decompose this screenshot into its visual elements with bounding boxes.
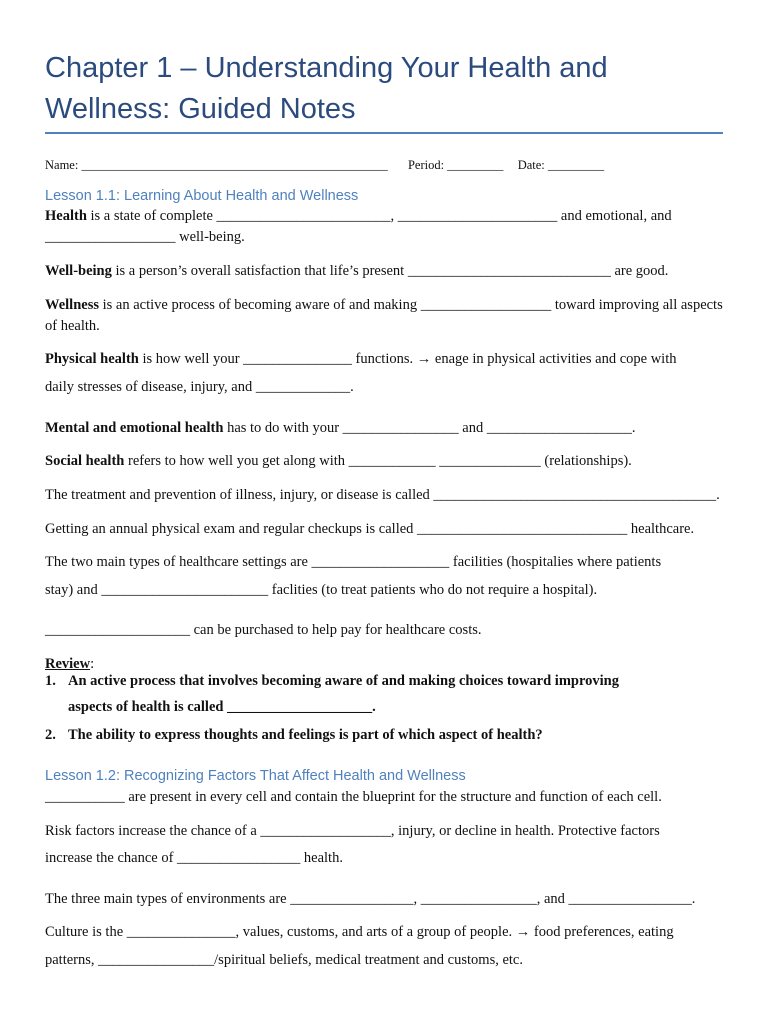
environments-statement: The three main types of environments are _________________, ________________, and _________________. (45, 891, 696, 907)
treatment-statement: The treatment and prevention of illness, injury, or disease is called _______________________________________. (45, 487, 720, 503)
review-label: Review (45, 656, 91, 672)
culture-statement: Culture is the _______________, values, customs, and arts of a group of people. → food preferences, eating (45, 924, 674, 940)
review-item-number: 2. (45, 727, 56, 743)
review-heading (45, 654, 735, 675)
social-health-definition (45, 451, 735, 472)
wellbeing-text: is a person’s overall satisfaction that life’s present ____________________________ are good. (111, 263, 669, 279)
wellbeing-term: Well-being (45, 263, 112, 279)
physical-health-term: Physical health (45, 351, 139, 367)
period-field[interactable]: Period: _________ (407, 158, 504, 172)
name-field[interactable]: Name: _________________________________________________ (45, 158, 388, 172)
wellness-term: Wellness (45, 297, 99, 313)
header-fields (45, 155, 735, 176)
culture-statement-continued: patterns, ________________/spiritual beliefs, medical treatment and customs, etc. (45, 952, 523, 968)
page-title: Chapter 1 – Understanding Your Health and Wellness: Guided Notes (45, 52, 608, 125)
risk-factors-statement: Risk factors increase the chance of a __________________, injury, or decline in health. Protective factors (45, 823, 660, 839)
physical-health-definition (45, 349, 735, 370)
review-colon: : (90, 656, 95, 672)
mental-health-definition (45, 418, 735, 439)
insurance-statement: ____________________ can be purchased to help pay for healthcare costs. (45, 622, 482, 638)
review-item-text: An active process that involves becoming aware of and making choices toward improving (68, 673, 619, 689)
health-text: is a state of complete ________________________, ______________________ and emotional, and __________________ well-being. (45, 208, 672, 245)
title-divider (45, 132, 723, 134)
health-term: Health (45, 208, 87, 224)
wellness-text: is an active process of becoming aware of and making __________________ toward improving all aspects of health. (45, 297, 723, 334)
genes-statement: ___________ are present in every cell and contain the blueprint for the structure and function of each cell. (45, 789, 662, 805)
physical-health-continued: daily stresses of disease, injury, and _____________. (45, 379, 354, 395)
date-field[interactable]: Date: _________ (517, 158, 605, 172)
physical-health-text: is how well your _______________ functions. → enage in physical activities and cope with (138, 351, 677, 367)
review-item-text-continued: aspects of health is called ____________________. (68, 699, 376, 715)
risk-factors-continued: increase the chance of _________________ health. (45, 850, 343, 866)
lesson-1-1-heading: Lesson 1.1: Learning About Health and Wellness (45, 188, 359, 204)
lesson-1-2-heading: Lesson 1.2: Recognizing Factors That Affect Health and Wellness (45, 768, 466, 784)
review-item-number: 1. (45, 673, 56, 689)
social-health-text: refers to how well you get along with ____________ ______________ (relationships). (124, 453, 632, 469)
wellbeing-definition (45, 261, 735, 282)
settings-statement: The two main types of healthcare settings are ___________________ facilities (hospitalies where patients (45, 554, 662, 570)
settings-statement-continued: stay) and _______________________ faclities (to treat patients who do not require a hospital). (45, 582, 598, 598)
checkup-statement: Getting an annual physical exam and regular checkups is called _____________________________ healthcare. (45, 521, 695, 537)
review-item-text: The ability to express thoughts and feelings is part of which aspect of health? (68, 727, 543, 743)
health-definition (45, 206, 685, 248)
social-health-term: Social health (45, 453, 125, 469)
mental-health-text: has to do with your ________________ and ____________________. (223, 420, 636, 436)
wellness-definition (45, 295, 723, 337)
mental-health-term: Mental and emotional health (45, 420, 224, 436)
